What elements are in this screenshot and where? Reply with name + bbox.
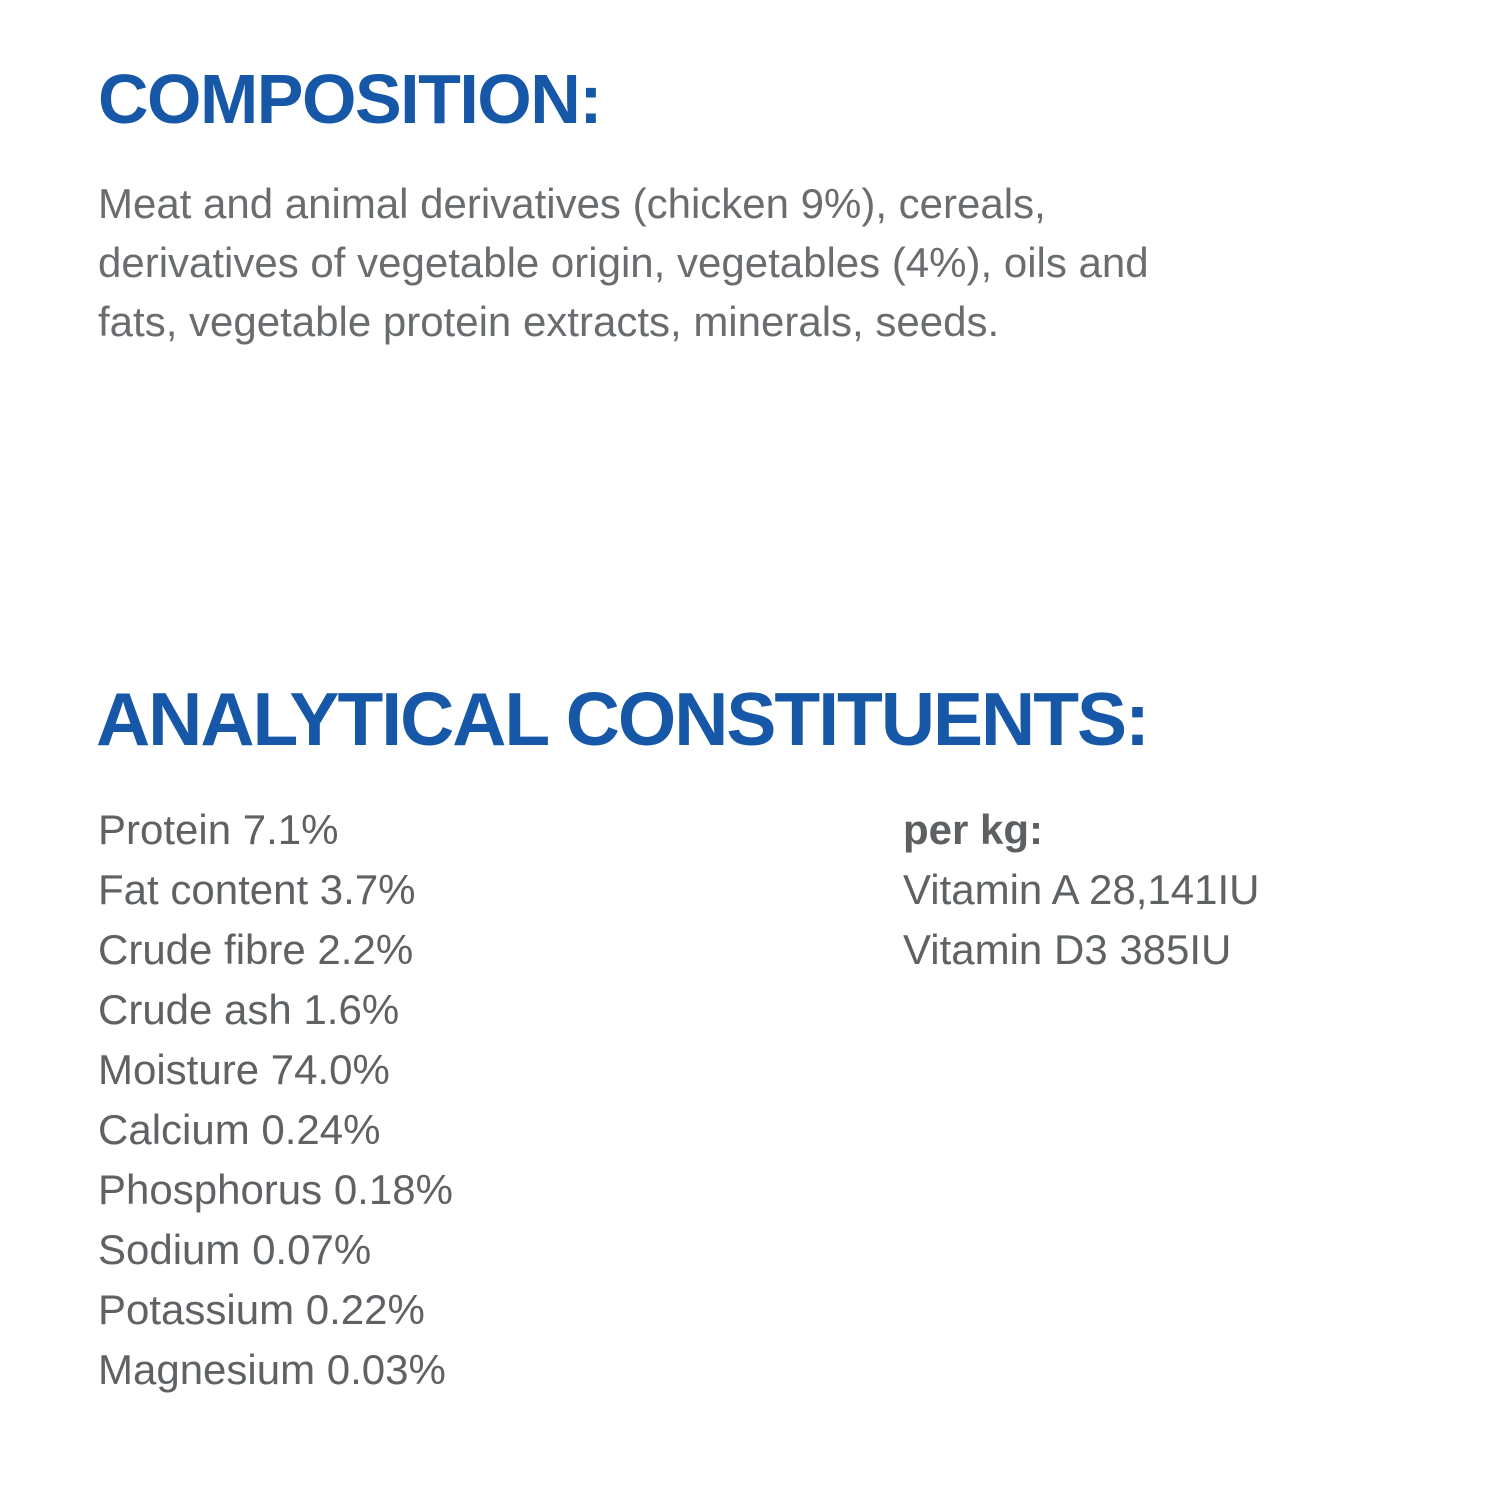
constituent-item-calcium: Calcium 0.24% [98, 1106, 381, 1153]
constituent-item-moisture: Moisture 74.0% [98, 1046, 390, 1093]
constituent-item-potassium: Potassium 0.22% [98, 1286, 425, 1333]
constituents-list [98, 800, 453, 1400]
composition-body-line: Meat and animal derivatives (chicken 9%), cereals, [98, 180, 1046, 227]
constituent-item-phosphorus: Phosphorus 0.18% [98, 1166, 453, 1213]
per-kg-heading: per kg: [903, 806, 1044, 853]
composition-body-line: derivatives of vegetable origin, vegetables (4%), oils and [98, 239, 1149, 286]
composition-body-line: fats, vegetable protein extracts, minerals, seeds. [98, 298, 1000, 345]
constituent-item-magnesium: Magnesium 0.03% [98, 1346, 446, 1393]
composition-body [98, 174, 1398, 351]
constituent-item-fat-content: Fat content 3.7% [98, 866, 416, 913]
constituent-item-protein: Protein 7.1% [98, 806, 339, 853]
analytical-constituents-heading: ANALYTICAL CONSTITUENTS: [96, 677, 1149, 761]
per-kg-column [903, 800, 1259, 980]
composition-heading: COMPOSITION: [98, 60, 602, 138]
vitamin-a-value: Vitamin A 28,141IU [903, 866, 1260, 913]
constituent-item-crude-fibre: Crude fibre 2.2% [98, 926, 414, 973]
constituent-item-sodium: Sodium 0.07% [98, 1226, 372, 1273]
constituent-item-crude-ash: Crude ash 1.6% [98, 986, 400, 1033]
vitamin-d3-value: Vitamin D3 385IU [903, 926, 1232, 973]
